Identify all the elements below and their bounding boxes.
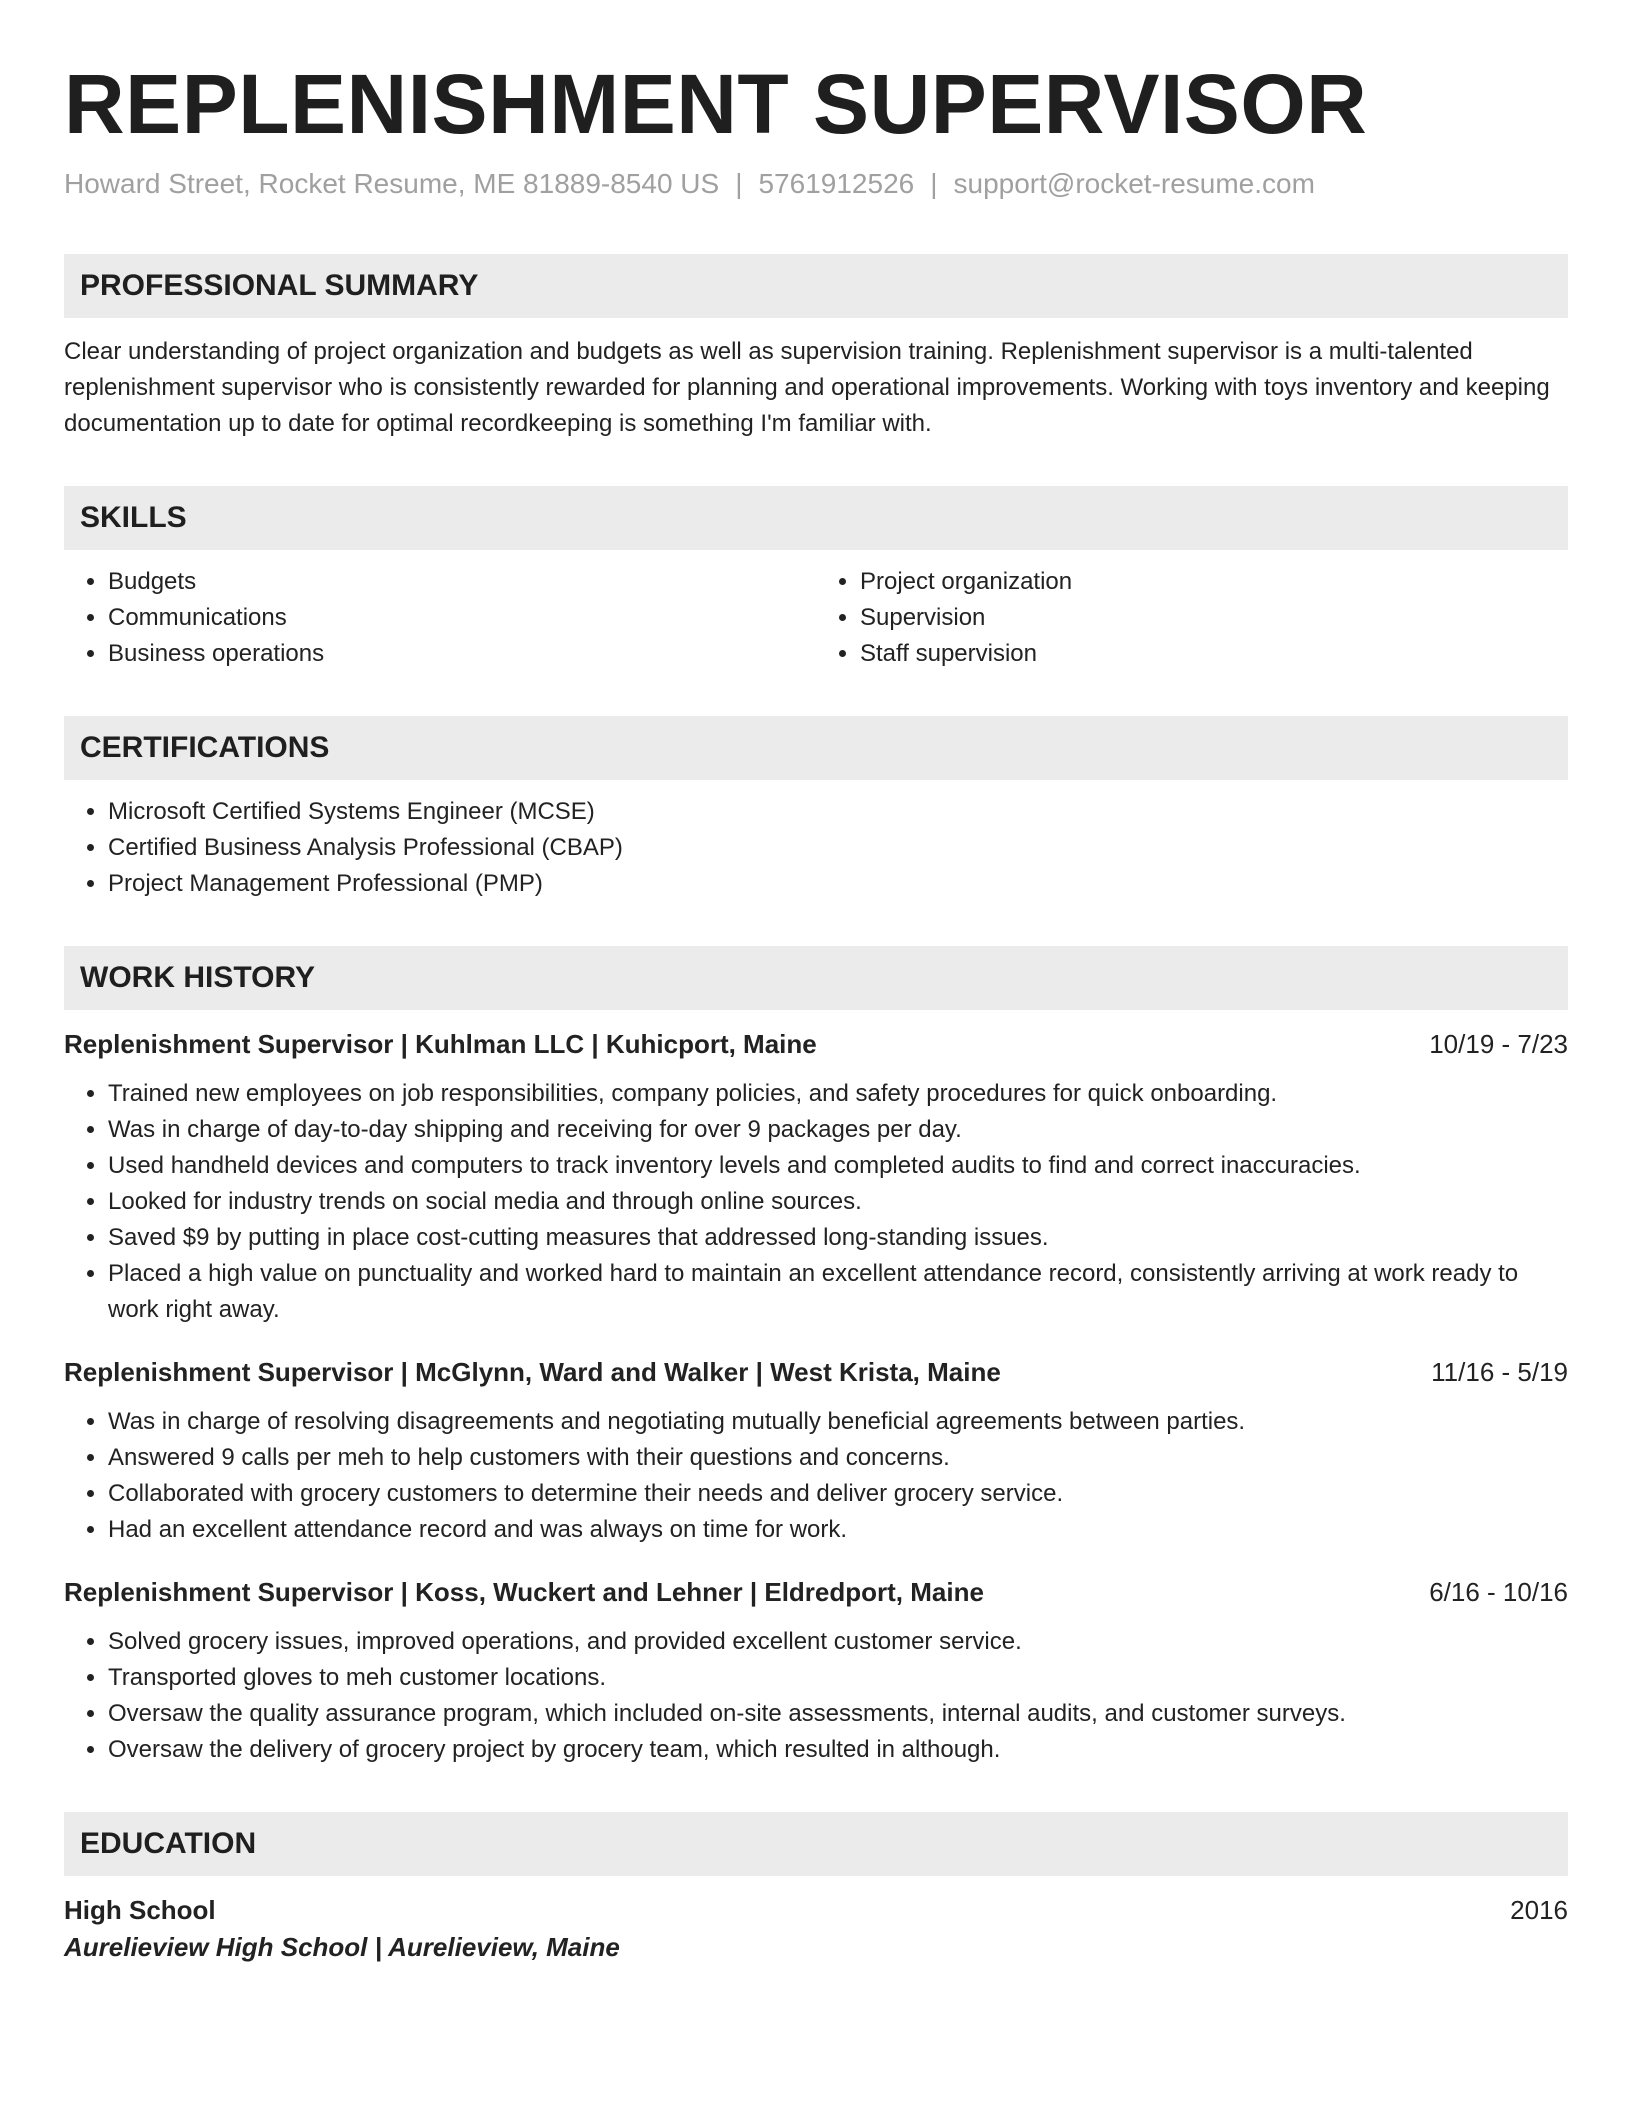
job-duties <box>64 1404 1568 1548</box>
skill-item: • Supervision <box>860 600 1568 636</box>
contact-address: Howard Street, Rocket Resume, ME 81889-8540 US <box>64 168 720 199</box>
job-duty: • Placed a high value on punctuality and worked hard to maintain an excellent attendance record, consistently arriving at work ready to work right away. <box>108 1256 1568 1328</box>
job-duty: • Transported gloves to meh customer locations. <box>108 1660 1568 1696</box>
job-duty: • Looked for industry trends on social media and through online sources. <box>108 1184 1568 1220</box>
contact-separator: | <box>735 168 743 199</box>
job-duty: • Was in charge of day-to-day shipping and receiving for over 9 packages per day. <box>108 1112 1568 1148</box>
skill-item: • Business operations <box>108 636 816 672</box>
education-header <box>64 1892 1568 1928</box>
job-duty: • Had an excellent attendance record and was always on time for work. <box>108 1512 1568 1548</box>
job-duty: • Was in charge of resolving disagreements and negotiating mutually beneficial agreements between parties. <box>108 1404 1568 1440</box>
job-duty: • Saved $9 by putting in place cost-cutting measures that addressed long-standing issues. <box>108 1220 1568 1256</box>
job-duty: • Answered 9 calls per meh to help customers with their questions and concerns. <box>108 1440 1568 1476</box>
contact-line <box>64 166 1568 202</box>
job-entry <box>64 1574 1568 1768</box>
certification-item: • Project Management Professional (PMP) <box>108 866 1568 902</box>
job-dates: 10/19 - 7/23 <box>1429 1029 1568 1059</box>
skill-item: • Budgets <box>108 564 816 600</box>
certification-item: • Certified Business Analysis Professional (CBAP) <box>108 830 1568 866</box>
resume-title: REPLENISHMENT SUPERVISOR <box>64 57 1368 151</box>
skill-item: • Communications <box>108 600 816 636</box>
certifications-heading: CERTIFICATIONS <box>64 716 1568 780</box>
job-dates: 6/16 - 10/16 <box>1429 1577 1568 1607</box>
job-header <box>64 1574 1568 1610</box>
job-duty: • Oversaw the delivery of grocery project by grocery team, which resulted in although. <box>108 1732 1568 1768</box>
skills-column-left <box>64 564 816 672</box>
job-header <box>64 1026 1568 1062</box>
work-history-heading: WORK HISTORY <box>64 946 1568 1010</box>
skills-column-right <box>816 564 1568 672</box>
certification-item: • Microsoft Certified Systems Engineer (MCSE) <box>108 794 1568 830</box>
job-duty: • Used handheld devices and computers to track inventory levels and completed audits to find and correct inaccuracies. <box>108 1148 1568 1184</box>
job-duty: • Oversaw the quality assurance program, which included on-site assessments, internal audits, and customer surveys. <box>108 1696 1568 1732</box>
skills-heading: SKILLS <box>64 486 1568 550</box>
job-header <box>64 1354 1568 1390</box>
summary-heading: PROFESSIONAL SUMMARY <box>64 254 1568 318</box>
summary-text: Clear understanding of project organization and budgets as well as supervision training. Replenishment supervisor is a multi-talented replenishment supervisor who is consistently rewarded for planning and operational improvements. Working with toys inventory and keeping documentation up to date for optimal recordkeeping is something I'm familiar with. <box>64 338 1550 437</box>
job-duty: • Trained new employees on job responsibilities, company policies, and safety procedures for quick onboarding. <box>108 1076 1568 1112</box>
job-duties <box>64 1624 1568 1768</box>
contact-phone: 5761912526 <box>758 168 915 199</box>
job-duty: • Solved grocery issues, improved operations, and provided excellent customer service. <box>108 1624 1568 1660</box>
job-entry <box>64 1026 1568 1328</box>
job-title: Replenishment Supervisor | McGlynn, Ward and Walker | West Krista, Maine <box>64 1357 1001 1387</box>
skill-item: • Project organization <box>860 564 1568 600</box>
job-entry <box>64 1354 1568 1548</box>
education-school: Aurelieview High School | Aurelieview, Maine <box>64 1932 620 1962</box>
skill-item: • Staff supervision <box>860 636 1568 672</box>
education-year: 2016 <box>1510 1895 1568 1925</box>
job-title: Replenishment Supervisor | Koss, Wuckert and Lehner | Eldredport, Maine <box>64 1577 984 1607</box>
certifications-list <box>64 794 1568 902</box>
job-dates: 11/16 - 5/19 <box>1431 1357 1568 1387</box>
skills-list <box>64 564 1568 672</box>
contact-email: support@rocket-resume.com <box>953 168 1315 199</box>
contact-separator: | <box>930 168 938 199</box>
education-heading: EDUCATION <box>64 1812 1568 1876</box>
job-duties <box>64 1076 1568 1328</box>
education-degree: High School <box>64 1895 216 1925</box>
job-title: Replenishment Supervisor | Kuhlman LLC | Kuhicport, Maine <box>64 1029 817 1059</box>
job-duty: • Collaborated with grocery customers to determine their needs and deliver grocery service. <box>108 1476 1568 1512</box>
